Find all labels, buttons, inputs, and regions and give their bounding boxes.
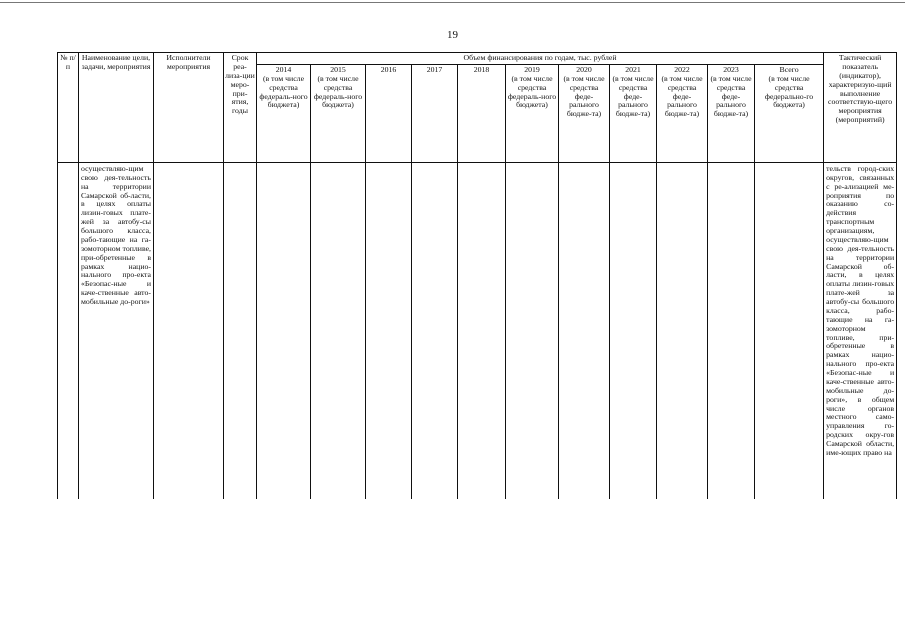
cell-2016 (366, 162, 412, 499)
header-year-2017: 2017 (412, 64, 458, 162)
cell-2014 (257, 162, 311, 499)
header-total: Всего (в том числе средства федерально-го бюджета) (755, 64, 824, 162)
cell-2015 (311, 162, 366, 499)
header-indicator: Тактический показатель (индикатор), характеризую-щий выполнение соответствую-щего мероприятия (мероприятий) (824, 53, 897, 163)
cell-2023 (708, 162, 755, 499)
cell-executors (154, 162, 224, 499)
table-row (58, 162, 897, 499)
header-year-2018: 2018 (458, 64, 506, 162)
header-year-2015: 2015 (в том числе средства федераль-ного бюджета) (311, 64, 366, 162)
cell-2022 (657, 162, 708, 499)
cell-indicator: тельств город-ских округов, связанных с ре-ализацией ме-роприятия по оказанию со-действия транспортным организациям, осуществляю-щим свою дея-тельность на территории Самарской об-ласти, в целях оплаты лизин-говых плате-жей за автобу-сы большого класса, рабо-тающие на га-зомоторном топливе, при-обретенные в рамках нацио-нального про-екта «Безопас-ные и каче-ственные авто-мобильные до-роги», в общем числе органов местного само-управления го-родских окру-гов Самарской области, име-ющих право на (824, 162, 897, 499)
cell-number (58, 162, 79, 499)
header-executors: Исполнители мероприятия (154, 53, 224, 163)
header-name: Наименование цели, задачи, мероприятия (79, 53, 154, 163)
header-term: Срок реа-лиза-ции меро-при-ятия, годы (224, 53, 257, 163)
cell-2018 (458, 162, 506, 499)
header-year-2016: 2016 (366, 64, 412, 162)
page-number: 19 (447, 29, 458, 41)
top-rule (0, 2, 905, 3)
header-year-2021: 2021 (в том числе средства феде-рального бюдже-та) (610, 64, 657, 162)
header-funding-group: Объем финансирования по годам, тыс. рублей (257, 53, 824, 65)
header-year-2022: 2022 (в том числе средства феде-рального бюдже-та) (657, 64, 708, 162)
header-year-2020: 2020 (в том числе средства феде-рального бюдже-та) (559, 64, 610, 162)
cell-2019 (506, 162, 559, 499)
cell-total (755, 162, 824, 499)
cell-2017 (412, 162, 458, 499)
cell-2020 (559, 162, 610, 499)
cell-2021 (610, 162, 657, 499)
header-number: № п/п (58, 53, 79, 163)
cell-term (224, 162, 257, 499)
cell-name: осуществляю-щим свою дея-тельность на территории Самарской об-ласти, в целях оплаты лизин-говых плате-жей за автобу-сы большого класса, рабо-тающие на га-зомоторном топливе, при-обретенные в рамках нацио-нального про-екта «Безопас-ные и каче-ственные авто-мобильные до-роги» (79, 162, 154, 499)
header-year-2019: 2019 (в том числе средства федераль-ного бюджета) (506, 64, 559, 162)
header-year-2023: 2023 (в том числе средства феде-рального бюдже-та) (708, 64, 755, 162)
funding-table (57, 52, 897, 499)
header-year-2014: 2014 (в том числе средства федераль-ного бюджета) (257, 64, 311, 162)
